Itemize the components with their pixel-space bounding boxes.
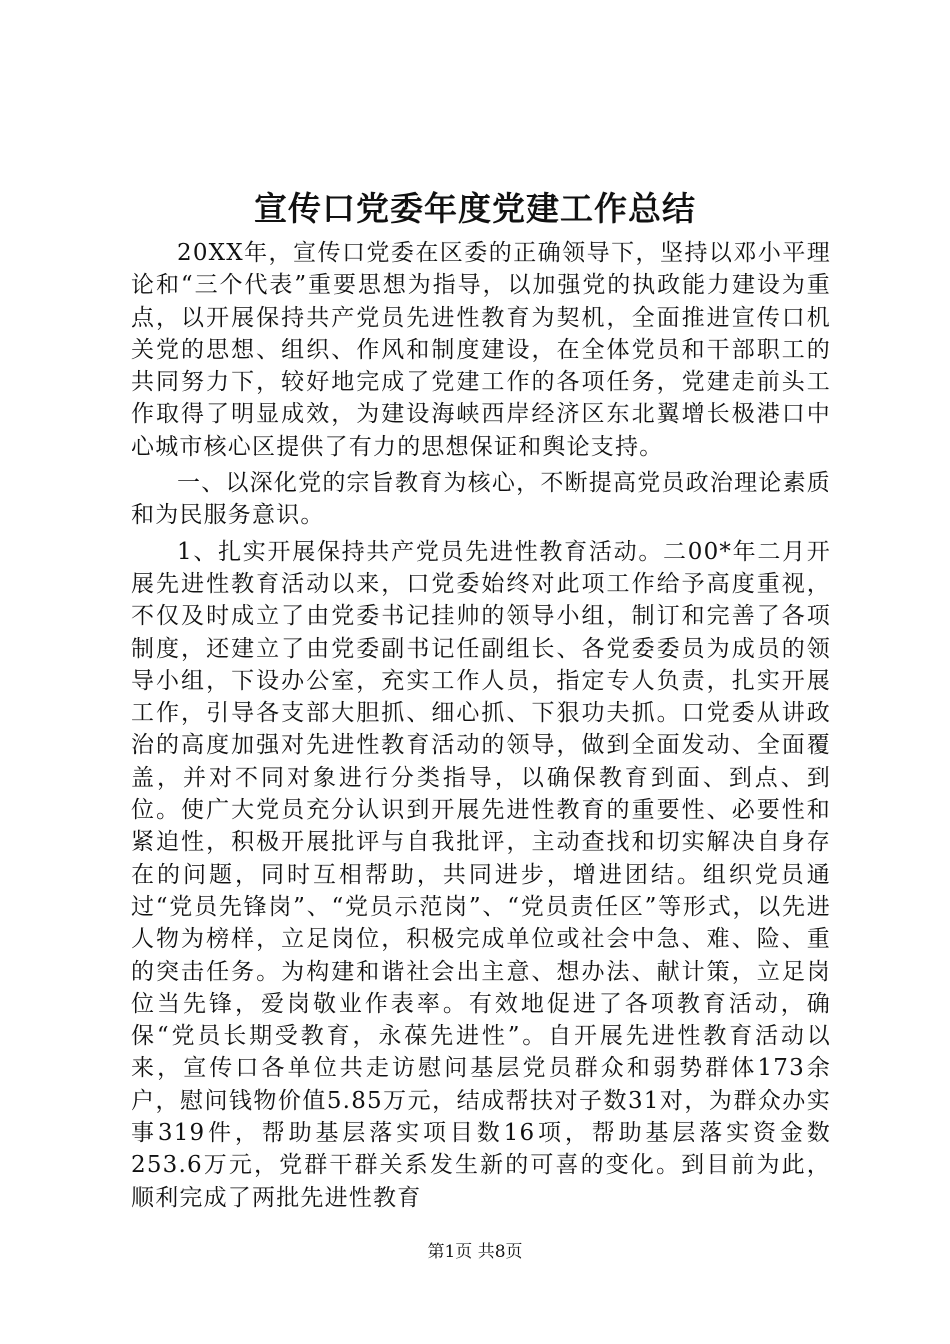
paragraph-item-1: 1、扎实开展保持共产党员先进性教育活动。二00*年二月开展先进性教育活动以来，口党委始终对此项工作给予高度重视，不仅及时成立了由党委书记挂帅的领导小组，制订和完善了各项制度，还建立了由党委副书记任副组长、各党委委员为成员的领导小组，下设办公室，充实工作人员，指定专人负责，扎实开展工作，引导各支部大胆抓、细心抓、下狠功夫抓。口党委从讲政治的高度加强对先进性教育活动的领导，做到全面发动、全面覆盖，并对不同对象进行分类指导，以确保教育到面、到点、到位。使广大党员充分认识到开展先进性教育的重要性、必要性和紧迫性，积极开展批评与自我批评，主动查找和切实解决自身存在的问题，同时互相帮助，共同进步，增进团结。组织党员通过“党员先锋岗”、“党员示范岗”、“党员责任区”等形式，以先进人物为榜样，立足岗位，积极完成单位或社会中急、难、险、重的突击任务。为构建和谐社会出主意、想办法、献计策，立足岗位当先锋，爱岗敬业作表率。有效地促进了各项教育活动，确保“党员长期受教育，永葆先进性”。自开展先进性教育活动以来，宣传口各单位共走访慰问基层党员群众和弱势群体173余户，慰问钱物价值5.85万元，结成帮扶对子数31对，为群众办实事319件，帮助基层落实项目数16项，帮助基层落实资金数253.6万元，党群干群关系发生新的可喜的变化。到目前为此，顺利完成了两批先进性教育	[131, 538, 831, 1211]
paragraph-intro: 20XX年，宣传口党委在区委的正确领导下，坚持以邓小平理论和“三个代表”重要思想为指导，以加强党的执政能力建设为重点，以开展保持共产党员先进性教育为契机，全面推进宣传口机关党的思想、组织、作风和制度建设，在全体党员和干部职工的共同努力下，较好地完成了党建工作的各项任务，党建走前头工作取得了明显成效，为建设海峡西岸经济区东北翼增长极港口中心城市核心区提供了有力的思想保证和舆论支持。	[131, 240, 831, 460]
document-title: 宣传口党委年度党建工作总结	[254, 189, 696, 228]
document-body	[131, 237, 831, 1218]
paragraph-section-heading: 一、以深化党的宗旨教育为核心，不断提高党员政治理论素质和为民服务意识。	[131, 470, 831, 529]
page-footer: 第1页 共8页	[427, 1242, 523, 1262]
